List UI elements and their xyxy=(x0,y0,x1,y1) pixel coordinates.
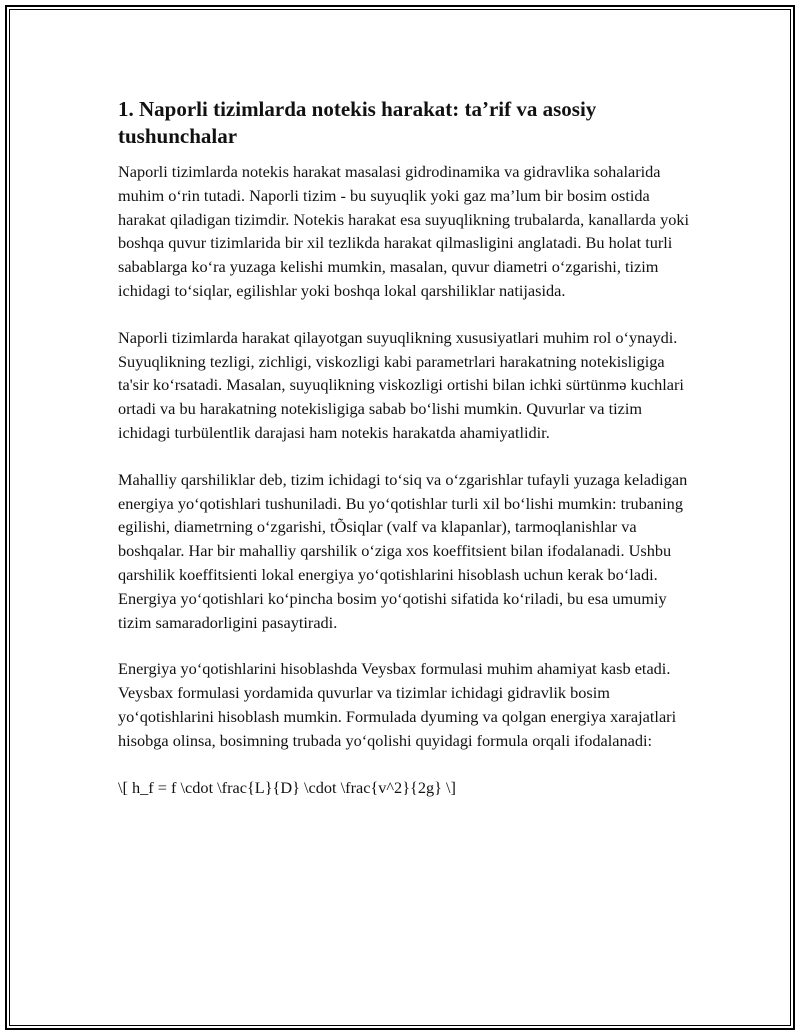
document-body xyxy=(118,96,693,822)
section-heading: 1. Naporli tizimlarda notekis harakat: ta’rif va asosiy tushunchalar xyxy=(118,97,597,148)
paragraph-3: Mahalliy qarshiliklar deb, tizim ichidagi toʻsiq va oʻzgarishlar tufayli yuzaga keladigan energiya yoʻqotishlari tushuniladi. Bu yoʻqotishlar turli xil boʻlishi mumkin: trubaning egilishi, diametrning oʻzgarishi, tÕsiqlar (valf va klapanlar), tarmoqlanishlar va boshqalar. Har bir mahalliy qarshilik oʻziga xos koeffitsient bilan ifodalanadi. Ushbu qarshilik koeffitsienti lokal energiya yoʻqotishlarini hisoblash uchun kerak boʻladi. Energiya yoʻqotishlari koʻpincha bosim yoʻqotishi sifatida koʻriladi, bu esa umumiy tizim samaradorligini pasaytiradi. xyxy=(118,469,688,632)
paragraph-2: Naporli tizimlarda harakat qilayotgan suyuqlikning xususiyatlari muhim rol oʻynaydi. Suyuqlikning tezligi, zichligi, viskozligi kabi parametrlari harakatning notekisligiga ta'sir koʻrsatadi. Masalan, suyuqlikning viskozligi ortishi bilan ichki sürtünmə kuchlari ortadi va bu harakatning notekisligiga sabab boʻlishi mumkin. Quvurlar va tizim ichidagi turbülentlik darajasi ham notekis harakatda ahamiyatlidir. xyxy=(118,327,684,442)
formula-text: \[ h_f = f \cdot \frac{L}{D} \cdot \frac{v^2}{2g} \] xyxy=(118,777,456,797)
paragraph-1: Naporli tizimlarda notekis harakat masalasi gidrodinamika va gidravlika sohalarida muhim oʻrin tutadi. Naporli tizim - bu suyuqlik yoki gaz ma’lum bir bosim ostida harakat qiladigan tizimdir. Notekis harakat esa suyuqlikning trubalarda, kanallarda yoki boshqa quvur tizimlarida bir xil tezlikda harakat qilmasligini anglatadi. Bu holat turli sabablarga koʻra yuzaga kelishi mumkin, masalan, quvur diametri oʻzgarishi, tizim ichidagi toʻsiqlar, egilishlar yoki boshqa lokal qarshiliklar natijasida. xyxy=(118,162,690,300)
paragraph-4: Energiya yoʻqotishlarini hisoblashda Veysbax formulasi muhim ahamiyat kasb etadi. Veysbax formulasi yordamida quvurlar va tizimlar ichidagi gidravlik bosim yoʻqotishlarini hisoblash mumkin. Formulada dyuming va qolgan energiya xarajatlari hisobga olinsa, bosimning trubada yoʻqolishi quyidagi formula orqali ifodalanadi: xyxy=(118,659,677,750)
